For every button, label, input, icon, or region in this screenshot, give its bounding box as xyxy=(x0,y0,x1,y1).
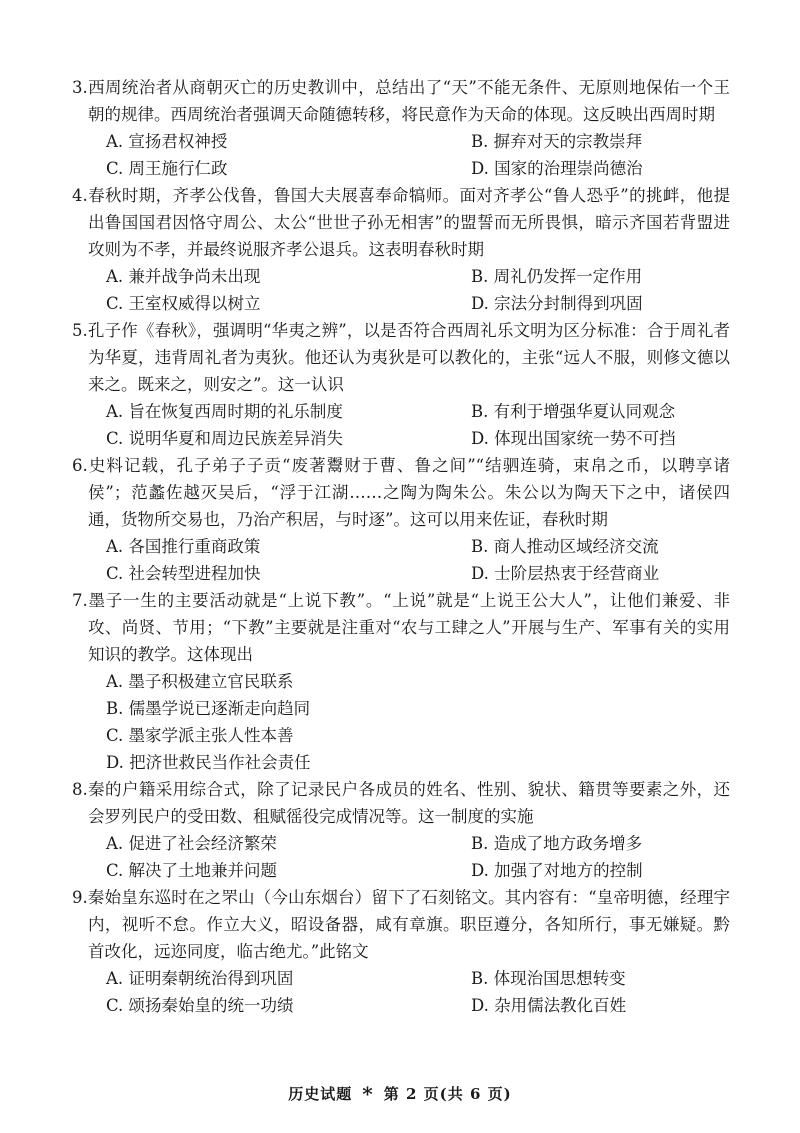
question-stem xyxy=(72,587,730,668)
options xyxy=(106,965,730,1019)
footer-subject: 历史试题 xyxy=(288,1085,353,1103)
option-d[interactable]: D. 体现出国家统一势不可挡 xyxy=(471,429,676,448)
question-text: 史料记载，孔子弟子子贡“废著鬻财于曹、鲁之间”“结驷连骑，束帛之币，以聘享诸侯”；范蠡佐越灭吴后，“浮于江湖……之陶为陶朱公。朱公以为陶天下之中，诸侯四通，货物所交易也，乃治产积居，与时逐”。这可以用来佐证，春秋时期 xyxy=(87,456,730,529)
question-stem xyxy=(72,317,730,398)
question-5 xyxy=(72,317,730,452)
question-number: 3. xyxy=(72,78,88,97)
option-a[interactable]: A. 兼并战争尚未出现 xyxy=(106,267,261,286)
options xyxy=(106,668,730,776)
options xyxy=(106,263,730,317)
option-b[interactable]: B. 体现治国思想转变 xyxy=(471,969,626,988)
question-text: 西周统治者从商朝灭亡的历史教训中，总结出了“天”不能无条件、无原则地保佑一个王朝的规律。西周统治者强调天命随德转移，将民意作为天命的体现。这反映出西周时期 xyxy=(87,78,730,124)
option-a[interactable]: A. 旨在恢复西周时期的礼乐制度 xyxy=(106,402,343,421)
option-c[interactable]: C. 解决了土地兼并问题 xyxy=(106,861,278,880)
option-b[interactable]: B. 儒墨学说已逐渐走向趋同 xyxy=(106,699,311,718)
question-number: 5. xyxy=(72,321,88,340)
option-d[interactable]: D. 士阶层热衷于经营商业 xyxy=(471,564,660,583)
options xyxy=(106,398,730,452)
option-b[interactable]: B. 有利于增强华夏认同观念 xyxy=(471,402,676,421)
star-icon: * xyxy=(362,1082,374,1106)
option-a[interactable]: A. 宣扬君权神授 xyxy=(106,132,228,151)
option-c[interactable]: C. 周王施行仁政 xyxy=(106,159,228,178)
question-stem xyxy=(72,776,730,830)
question-text: 秦的户籍采用综合式，除了记录民户各成员的姓名、性别、貌状、籍贯等要素之外，还会罗列民户的受田数、租赋徭役完成情况等。这一制度的实施 xyxy=(87,780,730,826)
question-text: 孔子作《春秋》，强调明“华夷之辨”，以是否符合西周礼乐文明为区分标准：合于周礼者为华夏，违背周礼者为夷狄。他还认为夷狄是可以教化的，主张“远人不服，则修文德以来之。既来之，则安之”。这一认识 xyxy=(87,321,730,394)
option-c[interactable]: C. 墨家学派主张人性本善 xyxy=(106,726,294,745)
question-3 xyxy=(72,74,730,182)
option-a[interactable]: A. 各国推行重商政策 xyxy=(106,537,261,556)
option-d[interactable]: D. 国家的治理崇尚德治 xyxy=(471,159,643,178)
option-b[interactable]: B. 周礼仍发挥一定作用 xyxy=(471,267,643,286)
question-8 xyxy=(72,776,730,884)
question-text: 秦始皇东巡时在之罘山（今山东烟台）留下了石刻铭文。其内容有：“皇帝明德，经理宇内，视听不怠。作立大义，昭设备器，咸有章旗。职臣遵分，各知所行，事无嫌疑。黔首改化，远迩同度，临古绝尤。”此铭文 xyxy=(87,888,730,961)
option-a[interactable]: A. 证明秦朝统治得到巩固 xyxy=(106,969,294,988)
option-b[interactable]: B. 造成了地方政务增多 xyxy=(471,834,643,853)
option-c[interactable]: C. 颂扬秦始皇的统一功绩 xyxy=(106,996,294,1015)
question-text: 墨子一生的主要活动就是“上说下教”。“上说”就是“上说王公大人”，让他们兼爱、非攻、尚贤、节用；“下教”主要就是注重对“农与工肆之人”开展与生产、军事有关的实用知识的教学。这体现出 xyxy=(87,591,730,664)
option-b[interactable]: B. 摒弃对天的宗教崇拜 xyxy=(471,132,643,151)
option-d[interactable]: D. 宗法分封制得到巩固 xyxy=(471,294,643,313)
option-d[interactable]: D. 把济世救民当作社会责任 xyxy=(106,753,311,772)
question-stem xyxy=(72,74,730,128)
options xyxy=(106,830,730,884)
question-stem xyxy=(72,452,730,533)
question-number: 6. xyxy=(72,456,88,475)
question-text: 春秋时期，齐孝公伐鲁，鲁国大夫展喜奉命犒师。面对齐孝公“鲁人恐乎”的挑衅，他提出鲁国国君因恪守周公、太公“世世子孙无相害”的盟誓而无所畏惧，暗示齐国若背盟进攻则为不孝，并最终说服齐孝公退兵。这表明春秋时期 xyxy=(87,186,730,259)
question-6 xyxy=(72,452,730,587)
question-4 xyxy=(72,182,730,317)
question-number: 9. xyxy=(72,888,88,907)
question-9 xyxy=(72,884,730,1019)
question-7 xyxy=(72,587,730,776)
options xyxy=(106,533,730,587)
question-stem xyxy=(72,884,730,965)
option-d[interactable]: D. 杂用儒法教化百姓 xyxy=(471,996,627,1015)
page-footer xyxy=(0,1080,800,1104)
question-number: 4. xyxy=(72,186,88,205)
option-b[interactable]: B. 商人推动区域经济交流 xyxy=(471,537,659,556)
option-c[interactable]: C. 说明华夏和周边民族差异消失 xyxy=(106,429,344,448)
options xyxy=(106,128,730,182)
option-a[interactable]: A. 墨子积极建立官民联系 xyxy=(106,672,294,691)
question-stem xyxy=(72,182,730,263)
footer-page-number: 第 2 页(共 6 页) xyxy=(383,1085,512,1103)
question-number: 7. xyxy=(72,591,88,610)
question-number: 8. xyxy=(72,780,88,799)
option-c[interactable]: C. 王室权威得以树立 xyxy=(106,294,261,313)
option-a[interactable]: A. 促进了社会经济繁荣 xyxy=(106,834,277,853)
option-d[interactable]: D. 加强了对地方的控制 xyxy=(471,861,643,880)
option-c[interactable]: C. 社会转型进程加快 xyxy=(106,564,261,583)
